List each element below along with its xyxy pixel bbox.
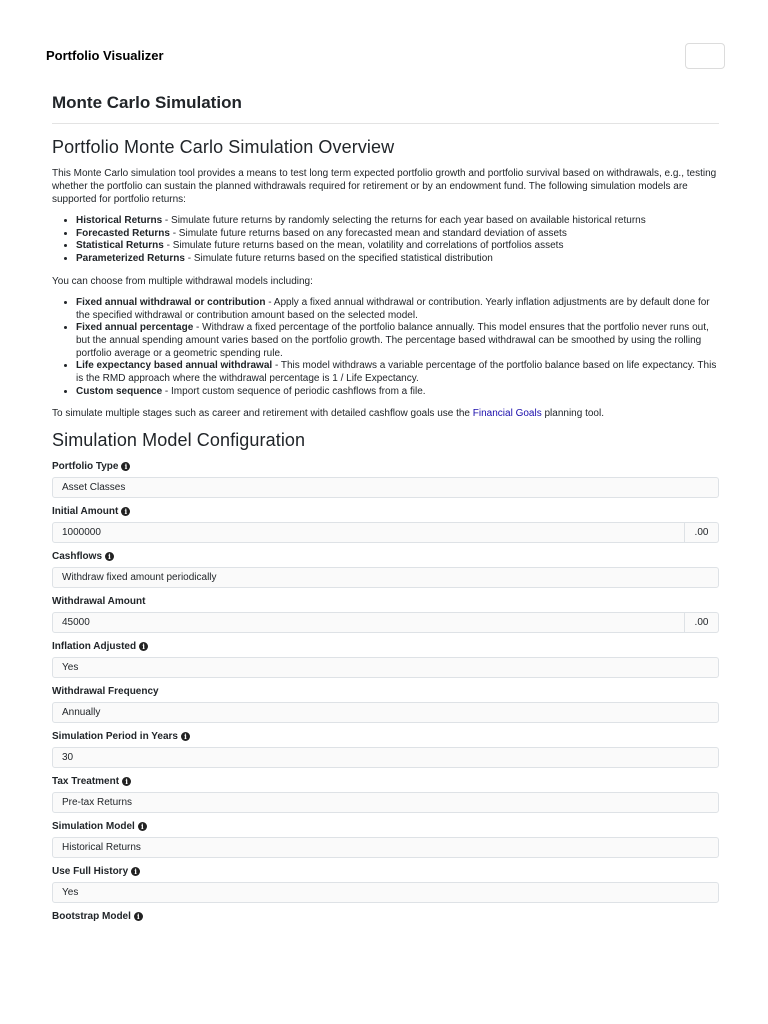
info-circle-icon[interactable]: i (138, 822, 147, 831)
overview-intro: This Monte Carlo simulation tool provides a means to test long term expected portfolio growth and portfolio survival based on withdrawals, e.g., testing whether the portfolio can sustain the planned withdrawals required for retirement or by an endowment fund. The following simulation models are supported for portfolio returns: (52, 168, 717, 205)
portfolio-type-label: Portfolio Type (52, 461, 119, 473)
list-item: • Statistical Returns - Simulate future returns based on the mean, volatility and correlations of portfolios assets (76, 240, 719, 253)
info-circle-icon[interactable]: i (134, 912, 143, 921)
simulation-model-group (52, 820, 719, 858)
simulation-period-input[interactable]: 30 (52, 747, 719, 768)
simulation-period-group (52, 730, 719, 768)
initial-amount-label: Initial Amount (52, 506, 119, 518)
info-circle-icon[interactable]: i (121, 462, 130, 471)
simulation-model-label: Simulation Model (52, 821, 135, 833)
withdrawal-frequency-select[interactable]: Annually (52, 702, 719, 723)
stages-note: To simulate multiple stages such as career and retirement with detailed cashflow goals use the Financial Goals planning tool. (52, 408, 604, 420)
cashflows-group (52, 550, 719, 588)
cashflows-select[interactable]: Withdraw fixed amount periodically (52, 567, 719, 588)
withdrawal-intro: You can choose from multiple withdrawal models including: (52, 275, 313, 287)
overview-heading: Portfolio Monte Carlo Simulation Overview (52, 137, 395, 157)
list-item: • Forecasted Returns - Simulate future returns based on any forecasted mean and standard deviation of assets (76, 228, 719, 241)
use-full-history-group (52, 865, 719, 903)
info-circle-icon[interactable]: i (131, 867, 140, 876)
simulation-period-label: Simulation Period in Years (52, 731, 178, 743)
initial-amount-input[interactable]: 1000000 (52, 522, 685, 543)
withdrawal-amount-suffix: .00 (685, 612, 719, 633)
info-circle-icon[interactable]: i (181, 732, 190, 741)
withdrawal-amount-label: Withdrawal Amount (52, 596, 146, 608)
tax-treatment-group (52, 775, 719, 813)
bootstrap-model-label: Bootstrap Model (52, 911, 131, 923)
return-models-list (52, 215, 719, 266)
use-full-history-label: Use Full History (52, 866, 129, 878)
inflation-adjusted-select[interactable]: Yes (52, 657, 719, 678)
info-circle-icon[interactable]: i (122, 777, 131, 786)
tax-treatment-label: Tax Treatment (52, 776, 120, 788)
withdrawal-amount-group (52, 595, 719, 633)
inflation-adjusted-group (52, 640, 719, 678)
info-circle-icon[interactable]: i (121, 507, 130, 516)
withdrawal-amount-input[interactable]: 45000 (52, 612, 685, 633)
financial-goals-link[interactable]: Financial Goals (472, 408, 542, 420)
withdrawal-frequency-group (52, 685, 719, 723)
list-item: • Custom sequence - Import custom sequence of periodic cashflows from a file. (76, 386, 719, 399)
list-item: • Historical Returns - Simulate future returns by randomly selecting the returns for each year based on available historical returns (76, 215, 719, 228)
main-content (52, 90, 719, 930)
initial-amount-suffix: .00 (685, 522, 719, 543)
portfolio-type-select[interactable]: Asset Classes (52, 477, 719, 498)
info-circle-icon[interactable]: i (139, 642, 148, 651)
list-item: • Fixed annual withdrawal or contribution - Apply a fixed annual withdrawal or contribution. Yearly inflation adjustments are by default done for the specified withdrawal or contribution amount based on the selected model. (76, 297, 719, 322)
brand-link[interactable]: Portfolio Visualizer (46, 48, 164, 63)
list-item: • Fixed annual percentage - Withdraw a fixed percentage of the portfolio balance annually. This model ensures that the portfolio never runs out, but the annual spending amount varies based on the portfolio growth. The percentage based withdrawal can be smoothed by using the rolling portfolio average or a geometric spending rule. (76, 322, 719, 360)
cashflows-label: Cashflows (52, 551, 103, 563)
list-item: • Life expectancy based annual withdrawal - This model withdraws a variable percentage of the portfolio balance based on life expectancy. This is the RMD approach where the withdrawal percentage is 1 / Life Expectancy. (76, 360, 719, 385)
bootstrap-model-group (52, 910, 719, 923)
config-heading: Simulation Model Configuration (52, 430, 306, 451)
use-full-history-select[interactable]: Yes (52, 882, 719, 903)
list-item: • Parameterized Returns - Simulate future returns based on the specified statistical distribution (76, 253, 719, 266)
navbar-toggle-button[interactable] (685, 43, 725, 69)
withdrawal-frequency-label: Withdrawal Frequency (52, 686, 159, 698)
tax-treatment-select[interactable]: Pre-tax Returns (52, 792, 719, 813)
initial-amount-group (52, 505, 719, 543)
withdrawal-models-list (52, 297, 719, 399)
page-title: Monte Carlo Simulation (52, 90, 719, 124)
portfolio-type-group (52, 460, 719, 498)
info-circle-icon[interactable]: i (105, 552, 114, 561)
inflation-adjusted-label: Inflation Adjusted (52, 641, 137, 653)
simulation-model-select[interactable]: Historical Returns (52, 837, 719, 858)
